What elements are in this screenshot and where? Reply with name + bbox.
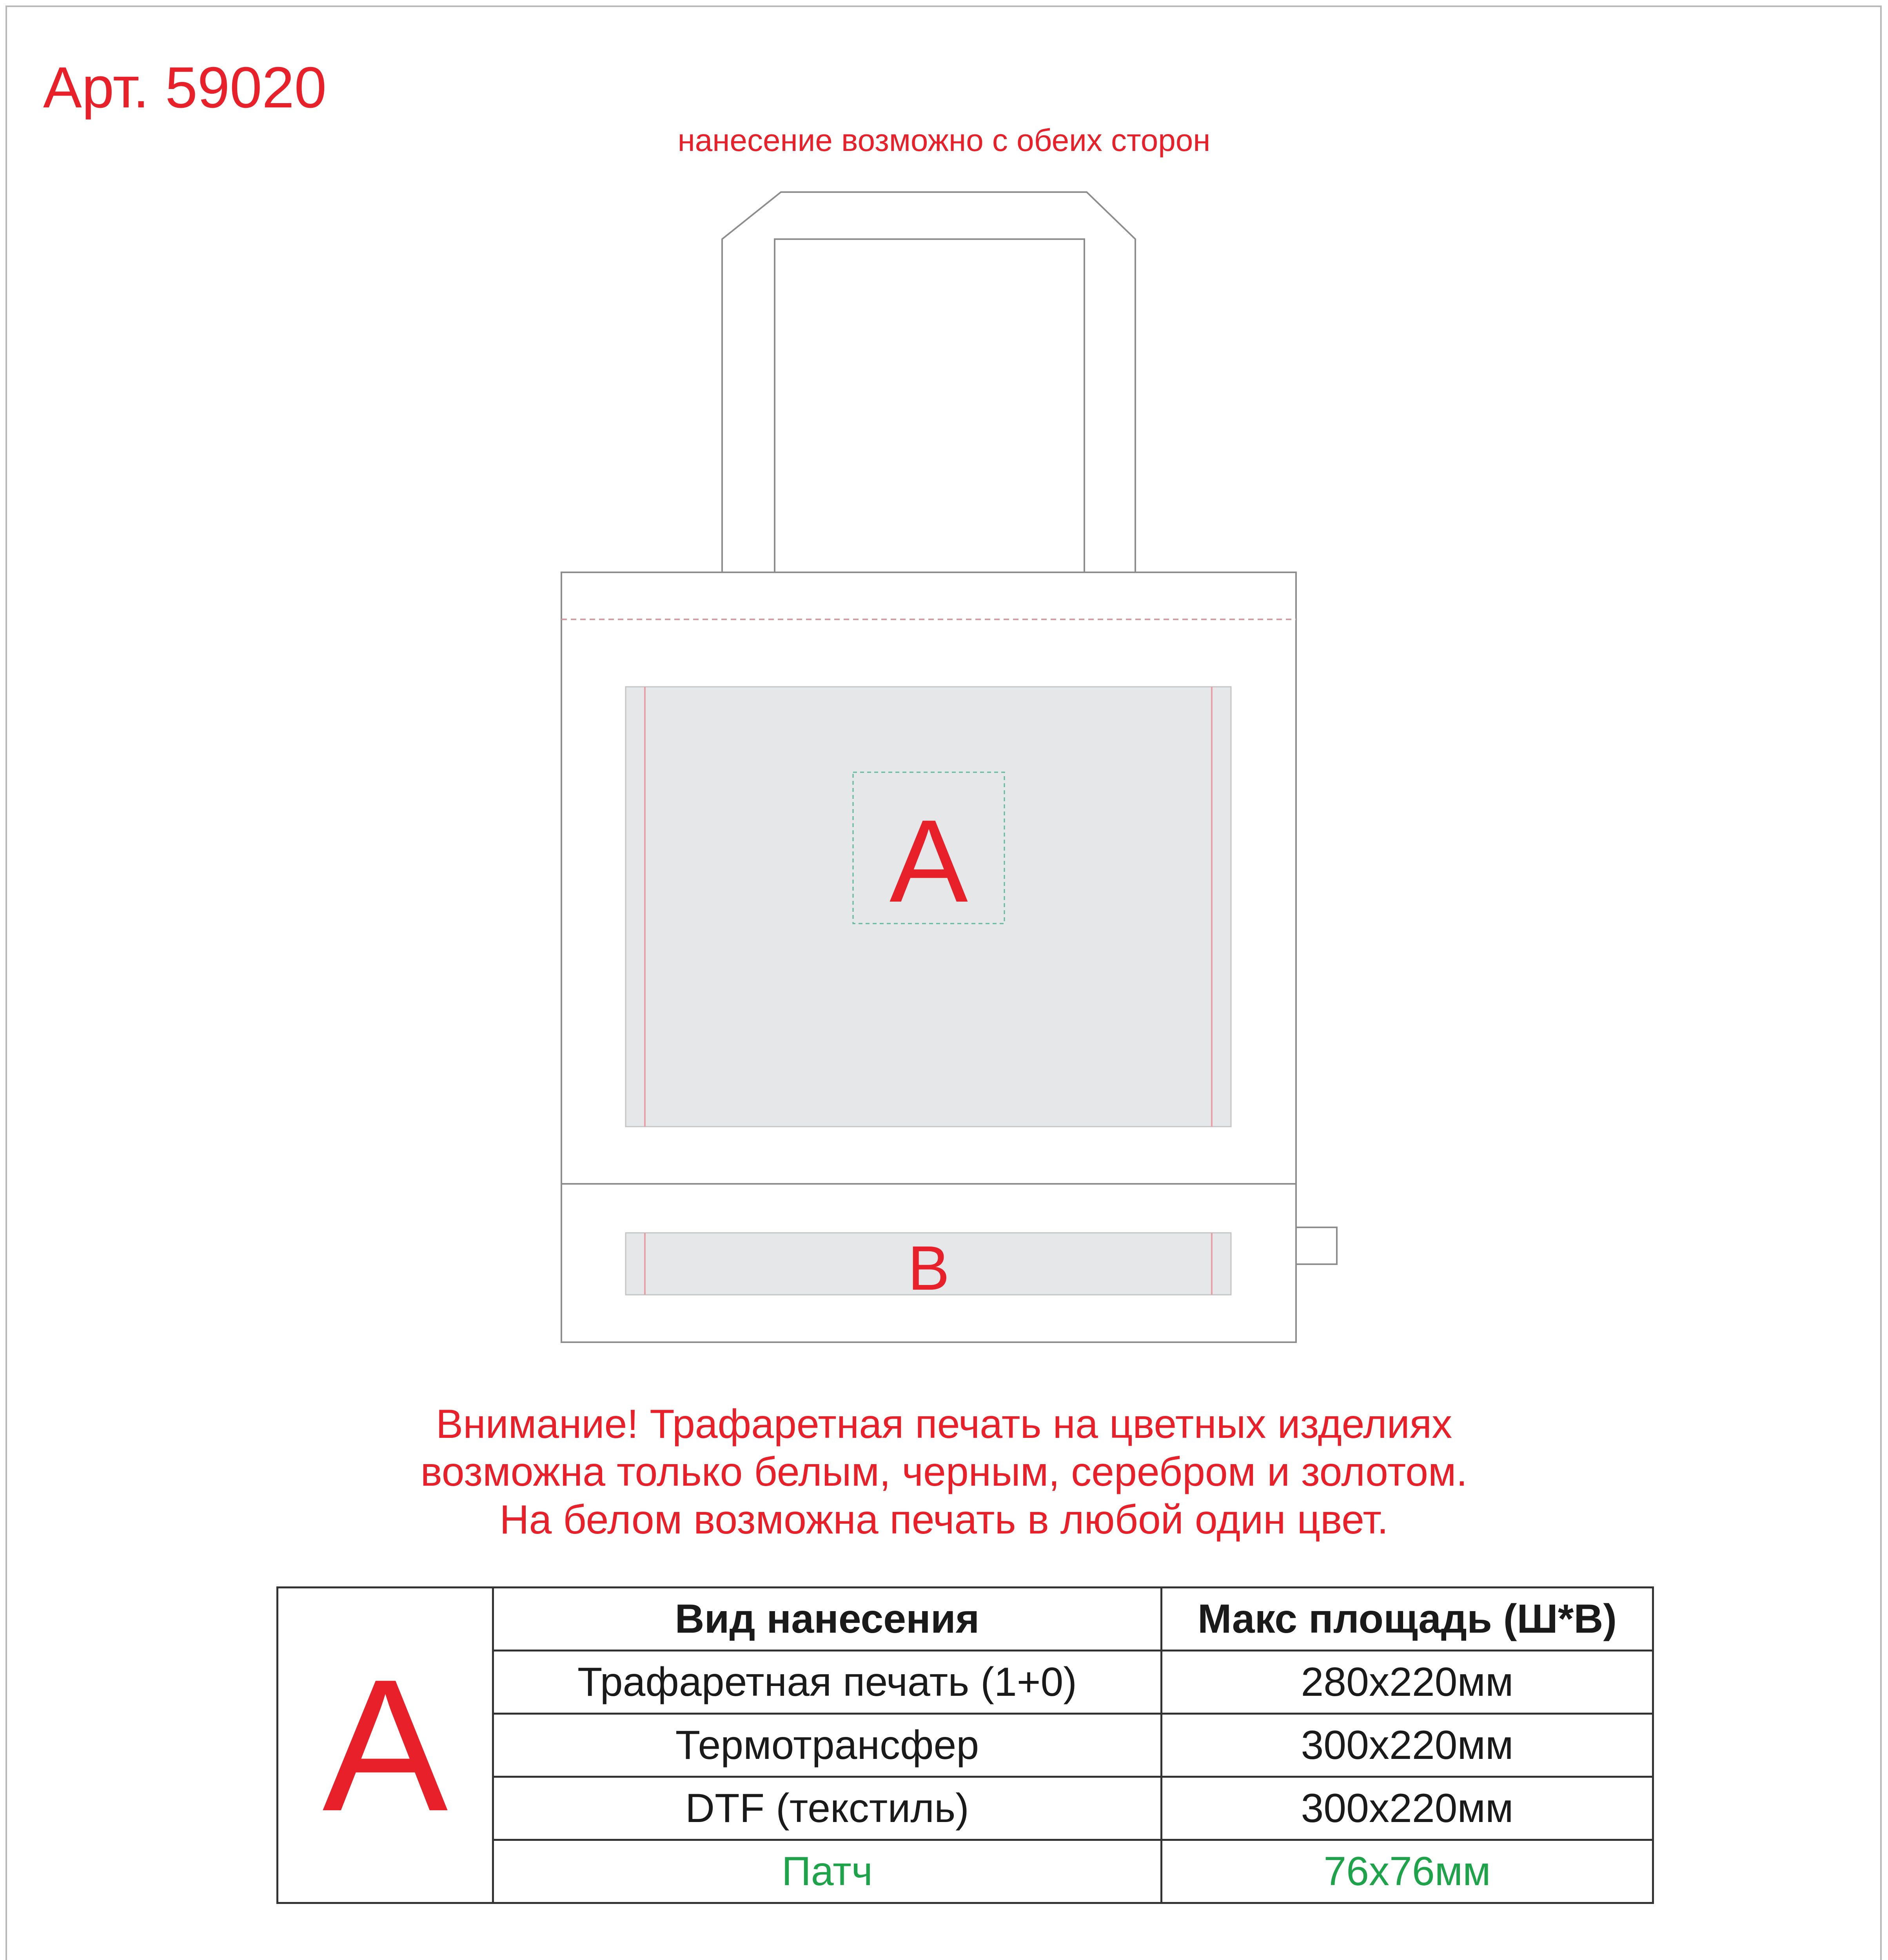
method-cell: Патч xyxy=(493,1840,1162,1903)
column-header: Вид нанесения xyxy=(493,1588,1162,1651)
size-cell: 76x76мм xyxy=(1162,1840,1653,1903)
column-header: Макс площадь (Ш*В) xyxy=(1162,1588,1653,1651)
warning-line: возможна только белым, черным, серебром и золотом. xyxy=(420,1449,1468,1495)
zone-b-label: B xyxy=(908,1233,950,1303)
zone-a-label: A xyxy=(889,795,968,927)
warning-line: Внимание! Трафаретная печать на цветных изделиях xyxy=(436,1401,1452,1447)
size-cell: 280x220мм xyxy=(1162,1651,1653,1714)
method-cell: Термотрансфер xyxy=(493,1714,1162,1777)
warning-line: На белом возможна печать в любой один цвет. xyxy=(499,1497,1389,1543)
size-cell: 300x220мм xyxy=(1162,1777,1653,1840)
size-cell: 300x220мм xyxy=(1162,1714,1653,1777)
article-title: Арт. 59020 xyxy=(43,55,327,120)
table-a-letter: A xyxy=(278,1588,493,1903)
method-cell: DTF (текстиль) xyxy=(493,1777,1162,1840)
method-cell: Трафаретная печать (1+0) xyxy=(493,1651,1162,1714)
print-sides-note: нанесение возможно с обеих сторон xyxy=(677,123,1211,158)
